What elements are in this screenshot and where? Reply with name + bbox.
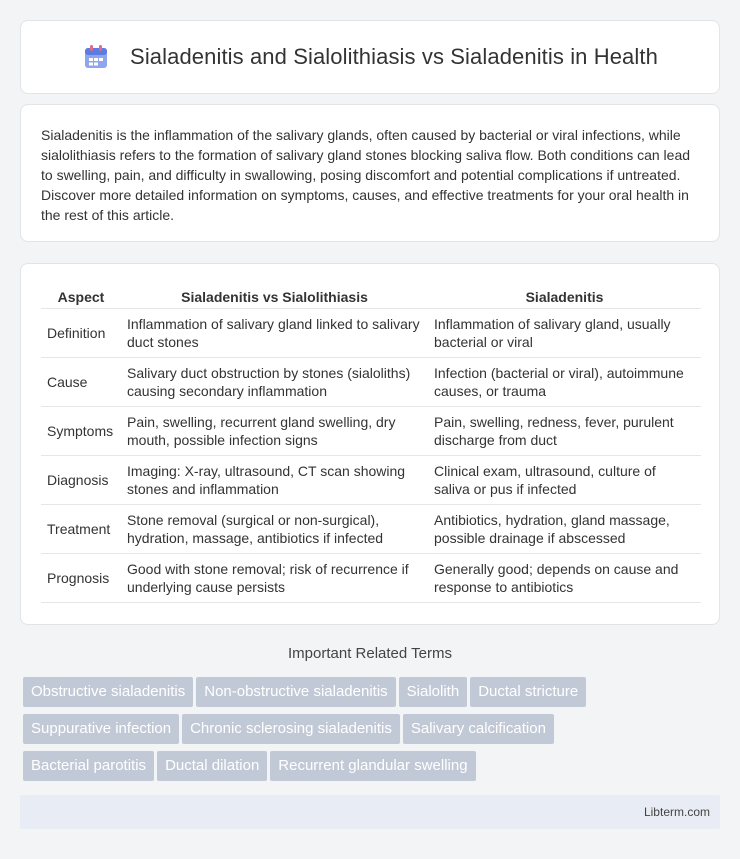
table-row	[41, 357, 701, 406]
table-header-row	[41, 284, 701, 308]
related-term-tag[interactable]: Recurrent glandular swelling	[270, 751, 475, 781]
table-row	[41, 308, 701, 357]
footer-brand-link[interactable]: Libterm.com	[643, 805, 710, 819]
row-cell: Clinical exam, ultrasound, culture of saliva or pus if infected	[428, 455, 701, 504]
related-term-tag[interactable]: Non-obstructive sialadenitis	[196, 677, 395, 707]
comparison-table	[41, 284, 701, 603]
header-aspect: Aspect	[41, 284, 121, 308]
row-cell: Salivary duct obstruction by stones (sialoliths) causing secondary inflammation	[121, 357, 428, 406]
table-row	[41, 553, 701, 602]
row-aspect: Definition	[41, 308, 121, 357]
intro-text: Sialadenitis is the inflammation of the salivary glands, often caused by bacterial or viral infections, while sialolithiasis refers to the formation of salivary gland stones blocking saliva flow. Both conditions can lead to swelling, pain, and difficulty in swallowing, posing discomfort and potential complications if untreated. Discover more detailed information on symptoms, causes, and effective treatments for your oral health in the rest of this article.	[41, 127, 691, 223]
related-term-tag[interactable]: Suppurative infection	[23, 714, 179, 744]
row-cell: Imaging: X-ray, ultrasound, CT scan showing stones and inflammation	[121, 455, 428, 504]
row-cell: Generally good; depends on cause and response to antibiotics	[428, 553, 701, 602]
row-aspect: Diagnosis	[41, 455, 121, 504]
row-cell: Inflammation of salivary gland, usually bacterial or viral	[428, 308, 701, 357]
header-sialadenitis: Sialadenitis	[428, 284, 701, 308]
intro-card	[20, 104, 720, 242]
row-cell: Good with stone removal; risk of recurrence if underlying cause persists	[121, 553, 428, 602]
related-term-tag[interactable]: Sialolith	[399, 677, 468, 707]
row-cell: Infection (bacterial or viral), autoimmune causes, or trauma	[428, 357, 701, 406]
related-term-tag[interactable]: Ductal stricture	[470, 677, 586, 707]
row-cell: Stone removal (surgical or non-surgical), hydration, massage, antibiotics if infected	[121, 504, 428, 553]
row-aspect: Cause	[41, 357, 121, 406]
row-cell: Pain, swelling, recurrent gland swelling, dry mouth, possible infection signs	[121, 406, 428, 455]
related-term-tag[interactable]: Ductal dilation	[157, 751, 267, 781]
table-row	[41, 406, 701, 455]
related-term-tag[interactable]: Obstructive sialadenitis	[23, 677, 193, 707]
related-term-tag[interactable]: Bacterial parotitis	[23, 751, 154, 781]
row-cell: Pain, swelling, redness, fever, purulent discharge from duct	[428, 406, 701, 455]
row-aspect: Prognosis	[41, 553, 121, 602]
calendar-icon	[82, 43, 110, 71]
row-cell: Antibiotics, hydration, gland massage, possible drainage if abscessed	[428, 504, 701, 553]
row-aspect: Treatment	[41, 504, 121, 553]
row-cell: Inflammation of salivary gland linked to salivary duct stones	[121, 308, 428, 357]
page-title: Sialadenitis and Sialolithiasis vs Sialadenitis in Health	[130, 44, 658, 69]
table-row	[41, 504, 701, 553]
header-sialadenitis-vs-sialolithiasis: Sialadenitis vs Sialolithiasis	[121, 284, 428, 308]
header-card	[20, 20, 720, 94]
related-terms-title: Important Related Terms	[288, 645, 452, 662]
footer	[20, 795, 720, 829]
comparison-table-card	[20, 263, 720, 625]
table-row	[41, 455, 701, 504]
related-term-tag[interactable]: Chronic sclerosing sialadenitis	[182, 714, 400, 744]
related-term-tag[interactable]: Salivary calcification	[403, 714, 554, 744]
related-terms-list	[23, 677, 723, 788]
row-aspect: Symptoms	[41, 406, 121, 455]
